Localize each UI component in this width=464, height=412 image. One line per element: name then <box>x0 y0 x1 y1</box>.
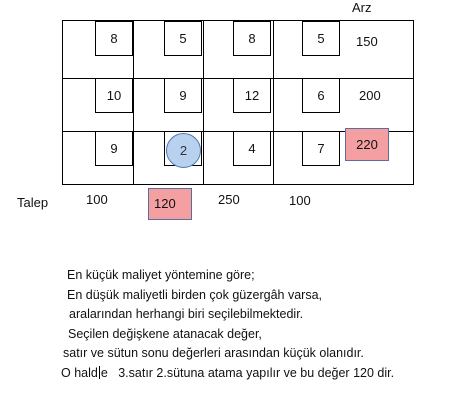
cost-r3-c3: 4 <box>233 131 271 166</box>
column-divider <box>133 21 134 184</box>
cost-r2-c3: 12 <box>233 78 271 113</box>
column-divider <box>273 21 274 184</box>
cost-r2-c1: 10 <box>95 78 133 113</box>
explanation-line: Seçilen değişkene atanacak değer, <box>68 326 262 341</box>
conclusion-text-end: e 3.satır 2.sütuna atama yapılır ve bu değer 120 dir. <box>100 365 395 380</box>
demand-label: Talep <box>17 195 49 210</box>
column-divider <box>203 21 204 184</box>
demand-col-4: 100 <box>289 193 311 208</box>
demand-col-2-highlight: 120 <box>148 188 192 220</box>
supply-row-1: 150 <box>356 34 378 49</box>
explanation-line: En küçük maliyet yöntemine göre; <box>67 268 255 282</box>
cost-r2-c2: 9 <box>164 78 202 113</box>
supply-row-2: 200 <box>359 88 381 103</box>
cost-r1-c4: 5 <box>302 21 340 56</box>
supply-header: Arz <box>352 0 372 15</box>
cost-r1-c2: 5 <box>164 21 202 56</box>
demand-col-1: 100 <box>86 192 108 207</box>
conclusion-text-start: O hald <box>61 365 98 380</box>
cost-r1-c3: 8 <box>233 21 271 56</box>
cost-r3-c1: 9 <box>95 131 133 166</box>
explanation-text <box>61 266 395 383</box>
supply-row-3-highlight: 220 <box>345 128 389 161</box>
explanation-line: En düşük maliyetli birden çok güzergâh varsa, <box>67 287 322 302</box>
demand-col-3: 250 <box>218 192 240 207</box>
explanation-line-conclusion <box>61 364 394 384</box>
cost-r1-c1: 8 <box>95 21 133 56</box>
cost-r3-c4: 7 <box>302 131 340 166</box>
explanation-line: aralarından herhangi biri seçilebilmektedir. <box>69 307 304 321</box>
text-cursor <box>99 366 100 379</box>
cost-r2-c4: 6 <box>302 78 340 113</box>
selected-cell-marker: 2 <box>166 133 201 168</box>
explanation-line: satır ve sütun sonu değerleri arasından küçük olanıdır. <box>63 346 364 360</box>
